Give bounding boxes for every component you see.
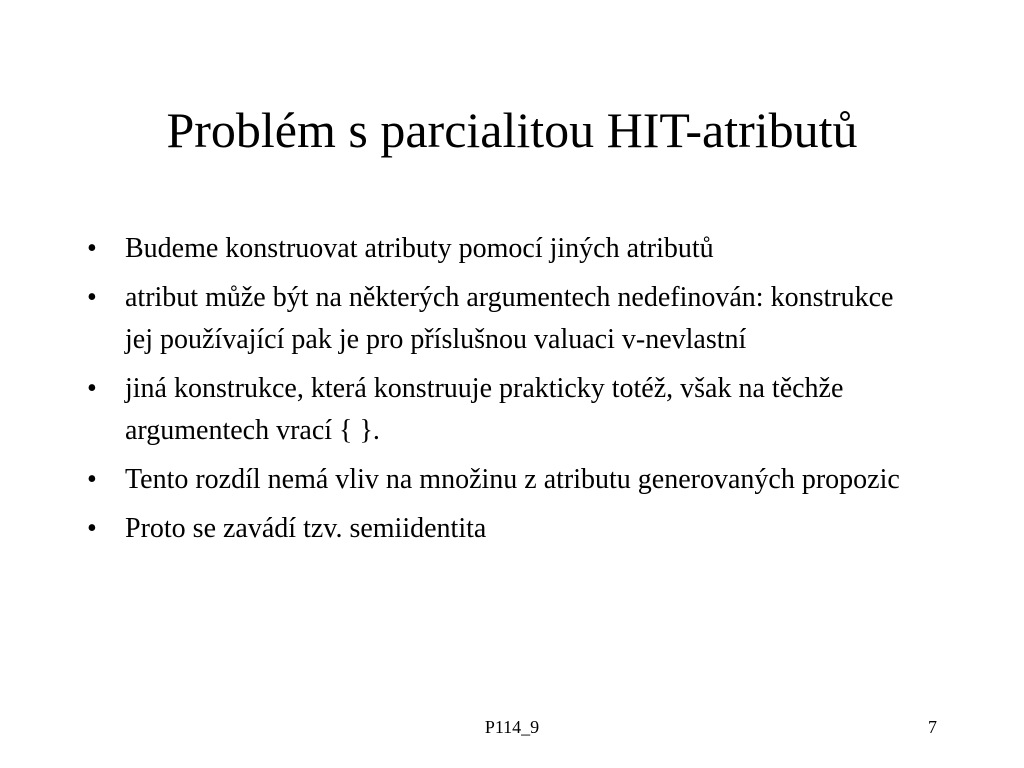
bullet-item [87, 277, 927, 361]
bullet-text: Budeme konstruovat atributy pomocí jiných atributů [125, 233, 714, 264]
bullet-item [87, 228, 927, 270]
slide-title: Problém s parcialitou HIT-atributů [166, 102, 858, 158]
bullet-text: Tento rozdíl nemá vliv na množinu z atributu generovaných propozic [125, 464, 900, 495]
bullet-icon: • [87, 373, 97, 404]
bullet-item [87, 508, 927, 550]
bullet-text: jiná konstrukce, která konstruuje prakticky totéž, však na těchže argumentech vrací { }. [125, 373, 844, 446]
bullet-icon: • [87, 513, 97, 544]
page-number: 7 [928, 717, 937, 737]
bullet-icon: • [87, 233, 97, 264]
bullet-icon: • [87, 282, 97, 313]
bullet-list [87, 228, 927, 557]
bullet-item [87, 368, 927, 452]
footer-label: P114_9 [484, 717, 540, 737]
bullet-text: atribut může být na některých argumentech nedefinován: konstrukce jej používající pak je pro příslušnou valuaci v-nevlastní [125, 282, 894, 355]
bullet-text: Proto se zavádí tzv. semiidentita [125, 513, 487, 544]
bullet-icon: • [87, 464, 97, 495]
bullet-item [87, 459, 927, 501]
